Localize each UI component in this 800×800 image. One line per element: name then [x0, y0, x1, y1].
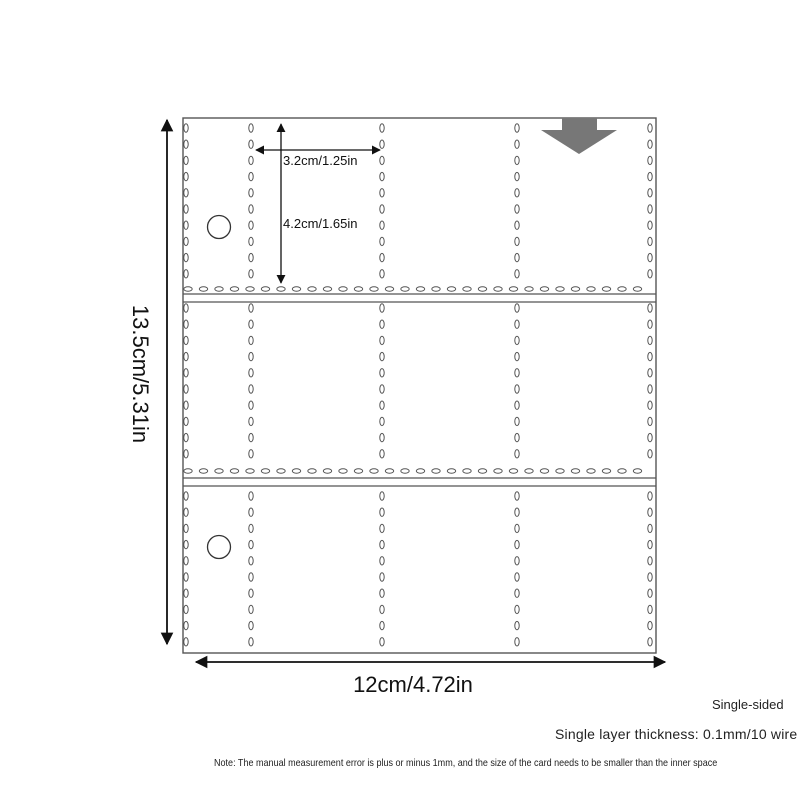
perforation-slot — [515, 524, 519, 532]
perforation-slot — [380, 621, 384, 629]
perforation-slot — [587, 469, 595, 473]
perforation-slot — [540, 469, 548, 473]
perforation-slot — [249, 270, 253, 278]
perforation-slot — [648, 304, 652, 312]
perforation-slot — [249, 140, 253, 148]
perforation-slot — [648, 573, 652, 581]
perforation-slot — [618, 469, 626, 473]
perforation-slot — [323, 287, 331, 291]
perforation-slot — [515, 401, 519, 409]
perforation-slot — [478, 287, 486, 291]
perforation-slot — [515, 189, 519, 197]
perforation-slot — [184, 369, 188, 377]
perforation-slot — [648, 450, 652, 458]
perforation-slot — [515, 270, 519, 278]
perforation-slot — [515, 621, 519, 629]
perforation-slot — [249, 508, 253, 516]
card-width-dimension — [256, 150, 380, 168]
perforation-slot — [277, 469, 285, 473]
perforation-slot — [648, 205, 652, 213]
perforation-slot — [184, 540, 188, 548]
perforation-slot — [380, 253, 384, 261]
perforation-slot — [380, 352, 384, 360]
perforation-slot — [380, 557, 384, 565]
perforation-slot — [540, 287, 548, 291]
perforation-slot — [184, 573, 188, 581]
sheet-height-dimension — [128, 120, 167, 644]
perforation-slot — [648, 524, 652, 532]
perforation-slot — [515, 605, 519, 613]
perforation-slot — [380, 221, 384, 229]
perforation-slot — [323, 469, 331, 473]
perforation-slot — [515, 336, 519, 344]
perforation-slot — [648, 369, 652, 377]
perforation-slot — [385, 469, 393, 473]
perforation-slot — [509, 469, 517, 473]
perforation-slot — [515, 304, 519, 312]
perforation-slot — [648, 270, 652, 278]
single-sided-label: Single-sided — [712, 697, 784, 712]
perforation-slot — [184, 433, 188, 441]
perforation-slot — [515, 417, 519, 425]
sheet-outline — [183, 118, 656, 653]
perforation-slot — [380, 140, 384, 148]
perforation-slot — [380, 189, 384, 197]
perforation-slot — [515, 508, 519, 516]
perforation-slot — [571, 469, 579, 473]
perforation-slot — [515, 253, 519, 261]
perforation-slot — [308, 469, 316, 473]
perforation-slot — [515, 205, 519, 213]
perforation-slot — [249, 557, 253, 565]
perforation-slot — [246, 469, 254, 473]
perforation-slot — [432, 469, 440, 473]
perforation-slot — [648, 156, 652, 164]
perforation-slot — [354, 469, 362, 473]
perforation-slot — [648, 605, 652, 613]
measurement-note: Note: The manual measurement error is plus or minus 1mm, and the size of the card needs to be smaller than the inner space — [214, 757, 718, 769]
perforation-slot — [249, 320, 253, 328]
perforation-slot — [249, 304, 253, 312]
perforation-slot — [380, 385, 384, 393]
perforation-slot — [515, 221, 519, 229]
perforation-slot — [249, 417, 253, 425]
perforation-slot — [447, 469, 455, 473]
perforation-slot — [249, 253, 253, 261]
perforation-slot — [249, 237, 253, 245]
perforation-slot — [380, 205, 384, 213]
perforation-slot — [249, 124, 253, 132]
perforation-slot — [648, 336, 652, 344]
perforation-slot — [515, 557, 519, 565]
perforation-slot — [184, 140, 188, 148]
perforation-slot — [249, 589, 253, 597]
perforation-slot — [380, 492, 384, 500]
perforation-slot — [648, 352, 652, 360]
perforation-slot — [478, 469, 486, 473]
perforation-slot — [571, 287, 579, 291]
perforation-slot — [184, 508, 188, 516]
perforation-slot — [184, 189, 188, 197]
perforation-slot — [184, 524, 188, 532]
perforation-slot — [648, 385, 652, 393]
perforation-slot — [515, 589, 519, 597]
perforation-slot — [184, 557, 188, 565]
perforation-slot — [447, 287, 455, 291]
perforation-slot — [602, 287, 610, 291]
perforation-slot — [249, 172, 253, 180]
perforation-slot — [230, 287, 238, 291]
perforation-slot — [380, 417, 384, 425]
perforation-slot — [648, 320, 652, 328]
perforation-slot — [292, 287, 300, 291]
perforation-slot — [648, 253, 652, 261]
perforation-slot — [215, 287, 223, 291]
perforation-slot — [261, 469, 269, 473]
perforation-slot — [380, 320, 384, 328]
perforation-slot — [380, 433, 384, 441]
perforation-slot — [184, 385, 188, 393]
perforation-slot — [199, 469, 207, 473]
perforation-slot — [184, 124, 188, 132]
perforation-slot — [633, 287, 641, 291]
perforation-slot — [184, 589, 188, 597]
perforation-slot — [648, 540, 652, 548]
perforation-slot — [380, 270, 384, 278]
perforation-slot — [184, 417, 188, 425]
perforation-slot — [380, 156, 384, 164]
perforation-slot — [339, 287, 347, 291]
perforation-slot — [249, 205, 253, 213]
perforation-slot — [184, 605, 188, 613]
perforation-slot — [515, 172, 519, 180]
perforation-slot — [380, 508, 384, 516]
perforation-slot — [494, 287, 502, 291]
perforation-slot — [648, 172, 652, 180]
perforation-slot — [648, 401, 652, 409]
perforation-slot — [249, 540, 253, 548]
perforation-slot — [184, 304, 188, 312]
perforation-slot — [515, 156, 519, 164]
perforation-slot — [354, 287, 362, 291]
perforation-slot — [401, 469, 409, 473]
perforation-slot — [184, 221, 188, 229]
perforation-slot — [515, 124, 519, 132]
perforation-slot — [380, 304, 384, 312]
perforation-slot — [249, 401, 253, 409]
perforation-slot — [648, 508, 652, 516]
perforation-slot — [515, 573, 519, 581]
perforation-slot — [587, 287, 595, 291]
perforation-seams — [184, 124, 652, 646]
perforation-slot — [515, 320, 519, 328]
perforation-slot — [249, 156, 253, 164]
perforation-slot — [249, 605, 253, 613]
perforation-slot — [249, 621, 253, 629]
perforation-slot — [380, 401, 384, 409]
perforation-slot — [249, 638, 253, 646]
perforation-slot — [648, 189, 652, 197]
perforation-slot — [246, 287, 254, 291]
perforation-slot — [463, 287, 471, 291]
perforation-slot — [184, 253, 188, 261]
perforation-slot — [249, 450, 253, 458]
perforation-slot — [515, 369, 519, 377]
perforation-slot — [249, 336, 253, 344]
perforation-slot — [184, 492, 188, 500]
perforation-slot — [199, 287, 207, 291]
perforation-slot — [249, 369, 253, 377]
perforation-slot — [648, 557, 652, 565]
sheet-width-label: 12cm/4.72in — [353, 672, 473, 697]
perforation-slot — [556, 287, 564, 291]
perforation-slot — [556, 469, 564, 473]
perforation-slot — [380, 638, 384, 646]
perforation-slot — [249, 573, 253, 581]
perforation-slot — [249, 524, 253, 532]
perforation-slot — [249, 221, 253, 229]
perforation-slot — [416, 469, 424, 473]
thickness-label: Single layer thickness: 0.1mm/10 wire — [555, 726, 798, 742]
perforation-slot — [184, 638, 188, 646]
card-height-dimension — [281, 124, 357, 283]
perforation-slot — [184, 205, 188, 213]
perforation-slot — [515, 540, 519, 548]
perforation-slot — [380, 605, 384, 613]
perforation-slot — [515, 385, 519, 393]
perforation-slot — [380, 172, 384, 180]
perforation-slot — [515, 352, 519, 360]
perforation-slot — [184, 270, 188, 278]
perforation-slot — [509, 287, 517, 291]
perforation-slot — [380, 573, 384, 581]
perforation-slot — [184, 469, 192, 473]
sheet-width-dimension — [196, 662, 665, 697]
perforation-slot — [633, 469, 641, 473]
perforation-slot — [401, 287, 409, 291]
perforation-slot — [249, 492, 253, 500]
binder-hole-top — [208, 216, 231, 239]
perforation-slot — [648, 124, 652, 132]
perforation-slot — [184, 352, 188, 360]
perforation-slot — [648, 638, 652, 646]
perforation-slot — [249, 189, 253, 197]
perforation-slot — [618, 287, 626, 291]
perforation-slot — [261, 287, 269, 291]
perforation-slot — [370, 469, 378, 473]
perforation-slot — [380, 589, 384, 597]
perforation-slot — [648, 433, 652, 441]
row-separators — [183, 294, 656, 486]
perforation-slot — [515, 638, 519, 646]
perforation-slot — [380, 237, 384, 245]
perforation-slot — [380, 540, 384, 548]
perforation-slot — [184, 401, 188, 409]
perforation-slot — [184, 320, 188, 328]
perforation-slot — [184, 336, 188, 344]
perforation-slot — [525, 287, 533, 291]
perforation-slot — [184, 156, 188, 164]
perforation-slot — [215, 469, 223, 473]
perforation-slot — [292, 469, 300, 473]
perforation-slot — [249, 433, 253, 441]
perforation-slot — [648, 589, 652, 597]
sheet-height-label: 13.5cm/5.31in — [128, 304, 153, 444]
perforation-slot — [184, 450, 188, 458]
perforation-slot — [648, 417, 652, 425]
perforation-slot — [602, 469, 610, 473]
perforation-slot — [339, 469, 347, 473]
perforation-slot — [648, 621, 652, 629]
perforation-slot — [432, 287, 440, 291]
perforation-slot — [515, 450, 519, 458]
perforation-slot — [380, 450, 384, 458]
perforation-slot — [648, 237, 652, 245]
perforation-slot — [416, 287, 424, 291]
perforation-slot — [515, 140, 519, 148]
perforation-slot — [249, 385, 253, 393]
perforation-slot — [380, 369, 384, 377]
perforation-slot — [648, 140, 652, 148]
perforation-slot — [380, 524, 384, 532]
perforation-slot — [308, 287, 316, 291]
perforation-slot — [184, 172, 188, 180]
perforation-slot — [494, 469, 502, 473]
perforation-slot — [515, 433, 519, 441]
card-width-label: 3.2cm/1.25in — [283, 153, 358, 168]
perforation-slot — [515, 237, 519, 245]
perforation-slot — [380, 124, 384, 132]
perforation-slot — [648, 221, 652, 229]
perforation-slot — [370, 287, 378, 291]
perforation-slot — [230, 469, 238, 473]
perforation-slot — [184, 287, 192, 291]
perforation-slot — [648, 492, 652, 500]
perforation-slot — [385, 287, 393, 291]
perforation-slot — [249, 352, 253, 360]
perforation-slot — [184, 237, 188, 245]
perforation-slot — [184, 621, 188, 629]
perforation-slot — [525, 469, 533, 473]
perforation-slot — [463, 469, 471, 473]
perforation-slot — [277, 287, 285, 291]
binder-hole-bottom — [208, 536, 231, 559]
down-arrow-icon — [541, 118, 617, 154]
perforation-slot — [380, 336, 384, 344]
card-height-label: 4.2cm/1.65in — [283, 216, 358, 231]
perforation-slot — [515, 492, 519, 500]
